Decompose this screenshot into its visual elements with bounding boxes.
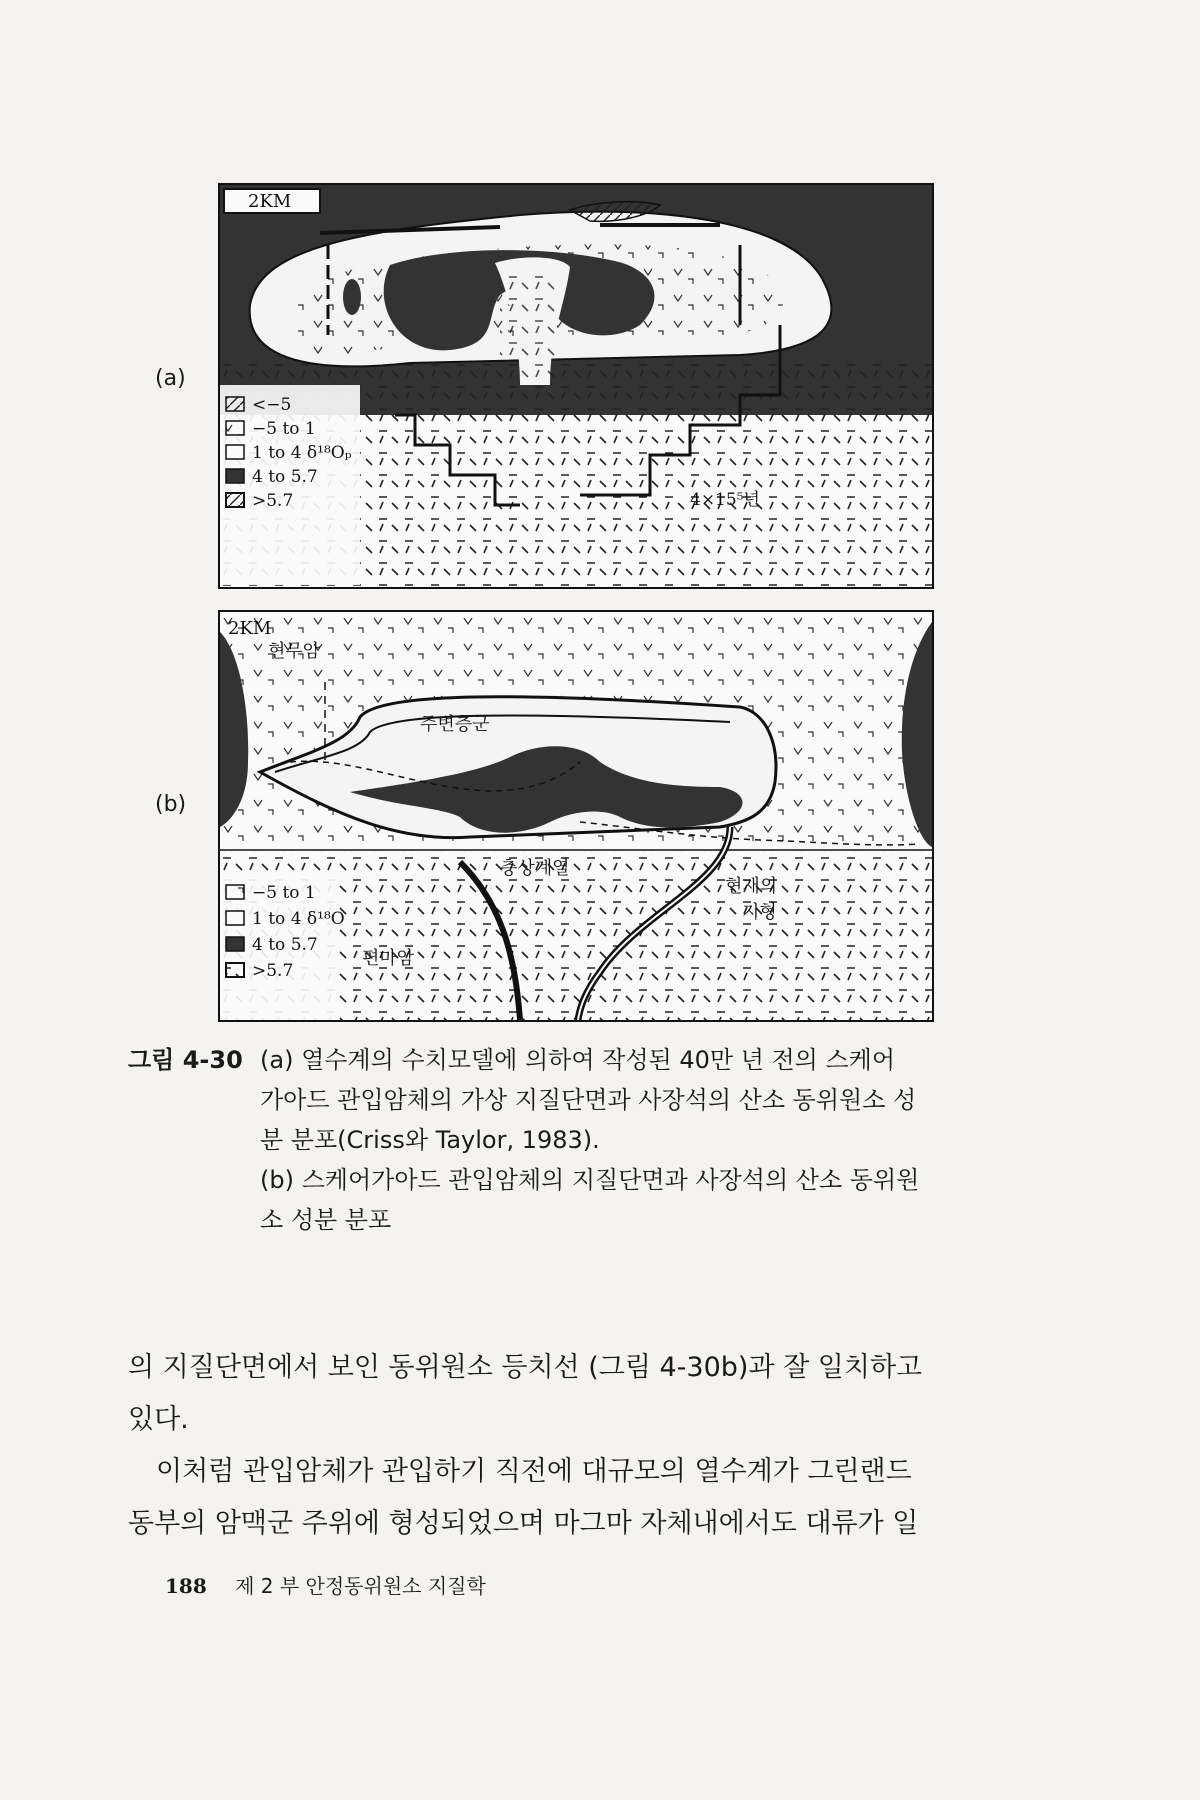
cross-section-b: [220, 612, 932, 1020]
label-topography-2: 지형: [742, 902, 777, 923]
legend-a-item-1: <−5: [252, 395, 292, 415]
legend-a-item-2: −5 to 1: [252, 419, 316, 439]
caption-line-1: (a) 열수계의 수치모델에 의하여 작성된 40만 년 전의 스케어: [260, 1046, 896, 1074]
caption-line-3: 분 분포(Criss와 Taylor, 1983).: [260, 1126, 600, 1154]
time-label-a: 4×15⁵년: [690, 490, 760, 510]
figure-panel-b: [218, 610, 934, 1022]
legend-b-item-2: 1 to 4 δ¹⁸O: [252, 909, 345, 929]
legend-b-item-3: 4 to 5.7: [252, 935, 318, 955]
label-topography-1: 현재의: [725, 876, 778, 897]
legend-b-item-1: −5 to 1: [252, 883, 316, 903]
cross-section-a: [220, 185, 932, 587]
panel-b-label: (b): [155, 792, 187, 817]
legend-a-item-4: 4 to 5.7: [252, 467, 318, 487]
label-marginal: 주변층군: [420, 714, 490, 735]
body-text: [128, 1342, 988, 1550]
page-number: 188: [165, 1574, 207, 1598]
legend-b-item-4: >5.7: [252, 961, 294, 981]
panel-a-label: (a): [155, 366, 186, 391]
scale-label-a: 2KM: [248, 191, 292, 212]
body-line-3: 이처럼 관입암체가 관입하기 직전에 대규모의 열수계가 그린랜드: [156, 1456, 912, 1487]
caption-line-5: 소 성분 분포: [260, 1206, 392, 1234]
caption-number: 그림 4-30: [128, 1046, 243, 1074]
label-layered: 층상계열: [500, 858, 570, 879]
page-footer: [165, 1570, 486, 1599]
label-gneiss: 편마암: [362, 948, 415, 969]
legend-a-item-3: 1 to 4 δ¹⁸Oₚ: [252, 443, 352, 463]
label-basalt: 현무암: [268, 641, 321, 662]
section-title: 제 2 부 안정동위원소 지질학: [235, 1574, 486, 1598]
scale-label-b: 2KM: [228, 618, 272, 639]
caption-line-2: 가아드 관입암체의 가상 지질단면과 사장석의 산소 동위원소 성: [260, 1086, 917, 1114]
legend-a-item-5: >5.7: [252, 491, 294, 511]
body-line-4: 동부의 암맥군 주위에 형성되었으며 마그마 자체내에서도 대류가 일: [128, 1508, 919, 1539]
caption-line-4: (b) 스케어가아드 관입암체의 지질단면과 사장석의 산소 동위원: [260, 1166, 920, 1194]
figure-panel-a: [218, 183, 934, 589]
body-line-1: 의 지질단면에서 보인 동위원소 등치선 (그림 4-30b)과 잘 일치하고: [128, 1352, 923, 1383]
body-line-2: 있다.: [128, 1404, 189, 1435]
